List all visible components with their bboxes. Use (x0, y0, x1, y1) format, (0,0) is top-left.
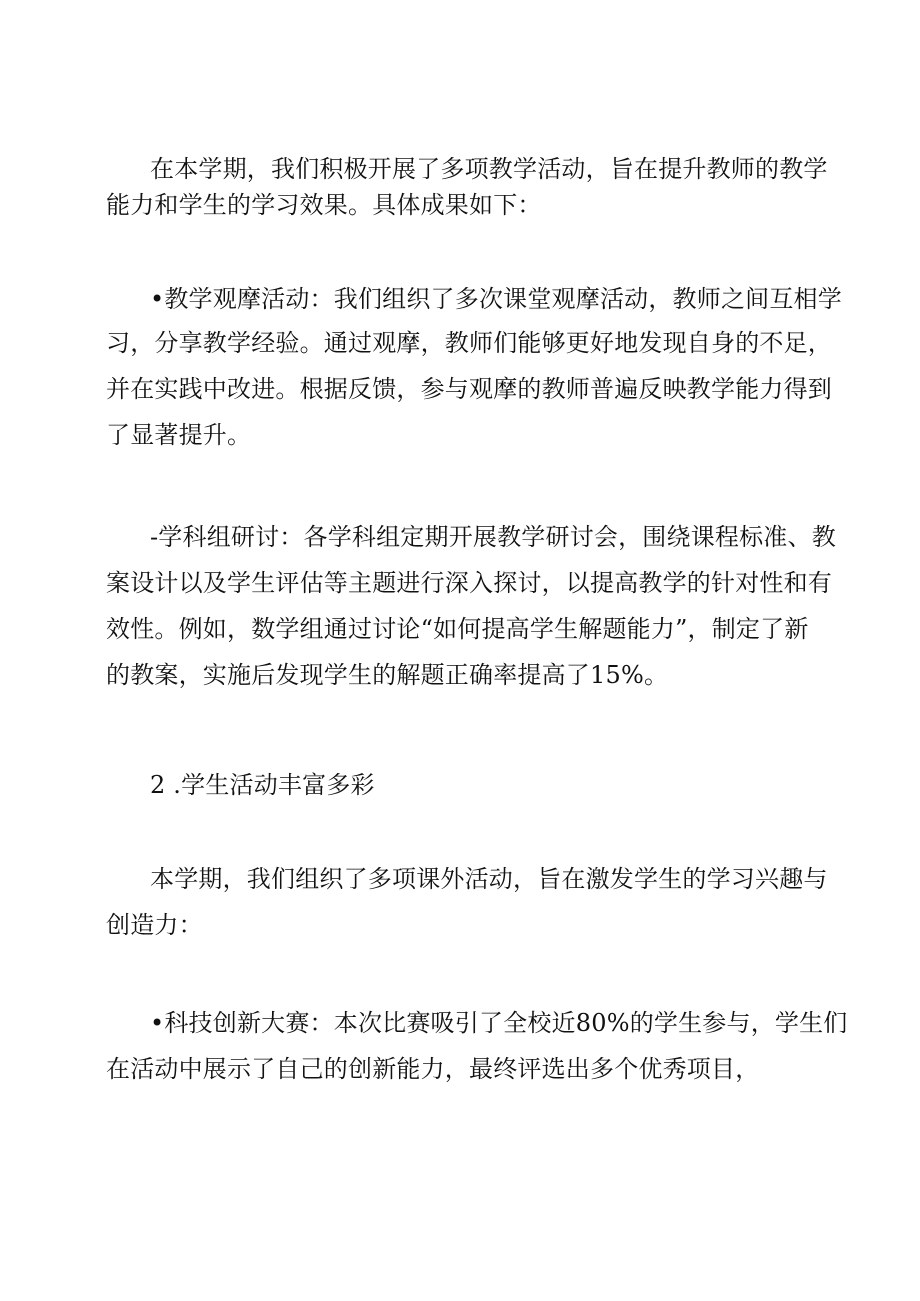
subject-research-line-2: 案设计以及学生评估等主题进行深入探讨，以提高教学的针对性和有 (106, 569, 832, 597)
subject-research-line-4: 的教案，实施后发现学生的解题正确率提高了15%。 (106, 661, 669, 689)
teaching-observation-line-4: 了显著提升。 (106, 421, 252, 449)
subject-research-line-3: 效性。例如，数学组通过讨论“如何提高学生解题能力”，制定了新 (106, 615, 809, 643)
subject-research-line-1: -学科组研讨：各学科组定期开展教学研讨会，围绕课程标准、教 (150, 523, 836, 551)
tech-competition-line-1: •科技创新大赛：本次比赛吸引了全校近80%的学生参与，学生们 (150, 1009, 848, 1037)
teaching-observation-line-2: 习，分享教学经验。通过观摩，教师们能够更好地发现自身的不足， (106, 329, 832, 357)
intro-line-1: 在本学期，我们积极开展了多项教学活动，旨在提升教师的教学 (150, 155, 828, 183)
intro-line-2: 能力和学生的学习效果。具体成果如下： (106, 191, 542, 219)
student-activities-intro-line-2: 创造力： (106, 911, 203, 939)
student-activities-intro-line-1: 本学期，我们组织了多项课外活动，旨在激发学生的学习兴趣与 (150, 865, 828, 893)
teaching-observation-line-1: •教学观摩活动：我们组织了多次课堂观摩活动，教师之间互相学 (150, 285, 842, 313)
section-heading: 2 .学生活动丰富多彩 (150, 771, 375, 799)
tech-competition-line-2: 在活动中展示了自己的创新能力，最终评选出多个优秀项目， (106, 1055, 760, 1083)
teaching-observation-line-3: 并在实践中改进。根据反馈，参与观摩的教师普遍反映教学能力得到 (106, 375, 832, 403)
